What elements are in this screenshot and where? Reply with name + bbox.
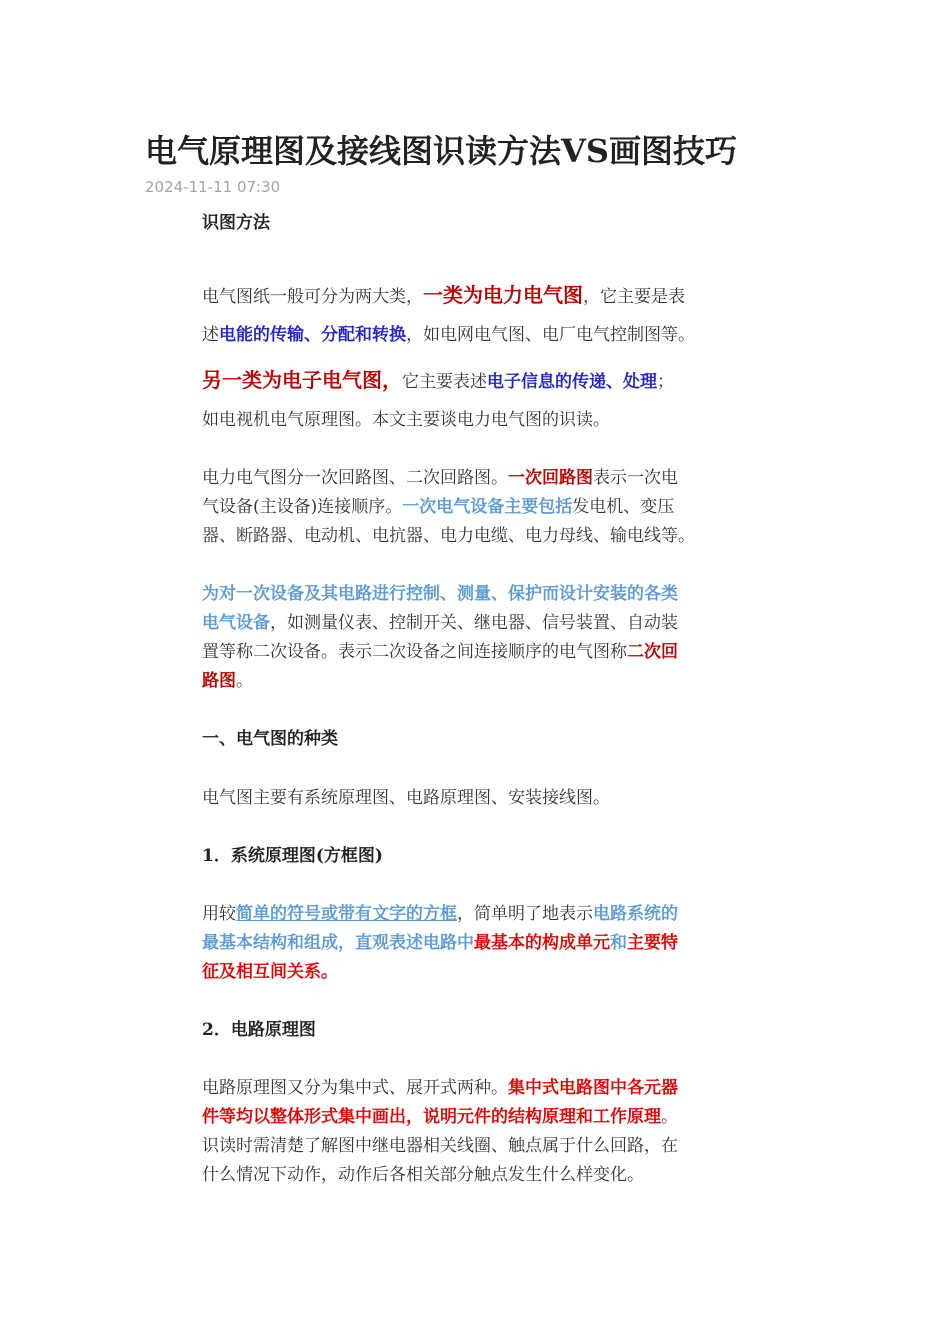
section-heading-1: 一、电气图的种类: [202, 729, 338, 749]
article-title: 电气原理图及接线图识读方法VS画图技巧: [145, 132, 737, 170]
publish-date: 2024-11-11 07:30: [145, 178, 281, 196]
text: 。: [661, 1107, 678, 1127]
section-1-1-line-2: [202, 931, 678, 955]
text: 置等称二次设备。表示二次设备之间连接顺序的电气图称: [202, 642, 627, 662]
text: 气设备(主设备)连接顺序。: [202, 497, 403, 517]
text: 电气图纸一般可分为两大类，: [202, 287, 423, 307]
highlight-circuit-system: 电路系统的: [593, 904, 678, 924]
highlight-basic-structure: 最基本结构和组成，直观表述电路中: [202, 933, 474, 953]
highlight-power-diagram: 一类为电力电气图: [423, 283, 583, 307]
paragraph-1-line-3: [202, 368, 674, 394]
section-heading-1-1: 1．系统原理图(方框图): [202, 846, 383, 866]
paragraph-3-line-1: 为对一次设备及其电路进行控制、测量、保护而设计安装的各类: [202, 584, 678, 604]
section-heading-intro: 识图方法: [202, 213, 270, 233]
highlight-electronic-diagram: 另一类为电子电气图，: [202, 368, 402, 392]
text: ，如测量仪表、控制开关、继电器、信号装置、自动装: [270, 613, 678, 633]
highlight-info-transfer: 电子信息的传递、处理: [487, 372, 657, 392]
section-1-2-line-2: [202, 1105, 678, 1129]
text: 电路原理图又分为集中式、展开式两种。: [202, 1078, 508, 1098]
text: 述: [202, 325, 219, 345]
highlight-centralized-diagram: 集中式电路图中各元器: [508, 1078, 678, 1098]
paragraph-3-line-2: [202, 611, 678, 635]
text: 。: [236, 671, 253, 691]
text: 电力电气图分一次回路图、二次回路图。: [202, 468, 508, 488]
text: 发电机、变压: [572, 497, 675, 517]
paragraph-3-line-3: [202, 640, 678, 664]
text: ；: [657, 372, 674, 392]
highlight-secondary-circuit: 二次回: [627, 642, 678, 662]
paragraph-3-line-4: [202, 669, 253, 693]
highlight-secondary-circuit-end: 路图: [202, 671, 236, 691]
highlight-and: 和: [610, 933, 627, 953]
paragraph-2-line-2: [202, 495, 674, 519]
paragraph-2-line-1: [202, 466, 678, 490]
highlight-simple-symbols: 简单的符号或带有文字的方框: [236, 904, 457, 924]
highlight-basic-units: 最基本的构成单元: [474, 933, 610, 953]
highlight-power-transmission: 电能的传输、分配和转换: [219, 325, 406, 345]
text: 用较: [202, 904, 236, 924]
paragraph-1-line-4: 如电视机电气原理图。本文主要谈电力电气图的识读。: [202, 410, 610, 430]
section-heading-1-2: 2．电路原理图: [202, 1020, 316, 1040]
highlight-primary-circuit: 一次回路图: [508, 468, 593, 488]
text: ，简单明了地表示: [457, 904, 593, 924]
highlight-main-features: 主要特: [627, 933, 678, 953]
section-1-1-line-3: 征及相互间关系。: [202, 962, 338, 982]
section-1-1-line-1: [202, 902, 678, 926]
text: ，如电网电气图、电厂电气控制图等。: [406, 325, 695, 345]
highlight-electrical-equipment: 电气设备: [202, 613, 270, 633]
text: ，它主要是表: [583, 287, 685, 307]
section-1-2-line-1: [202, 1076, 678, 1100]
highlight-components-whole: 件等均以整体形式集中画出，说明元件的结构原理和工作原理: [202, 1107, 661, 1127]
paragraph-1-line-2: [202, 323, 695, 347]
section-1-text: 电气图主要有系统原理图、电路原理图、安装接线图。: [202, 788, 610, 808]
paragraph-1-line-1: [202, 283, 685, 309]
text: 它主要表述: [402, 372, 487, 392]
highlight-primary-equipment: 一次电气设备主要包括: [402, 497, 573, 517]
section-1-2-line-4: 什么情况下动作，动作后各相关部分触点发生什么样变化。: [202, 1165, 644, 1185]
text: 表示一次电: [593, 468, 678, 488]
section-1-2-line-3: 识读时需清楚了解图中继电器相关线圈、触点属于什么回路，在: [202, 1136, 678, 1156]
paragraph-2-line-3: 器、断路器、电动机、电抗器、电力电缆、电力母线、输电线等。: [202, 526, 695, 546]
